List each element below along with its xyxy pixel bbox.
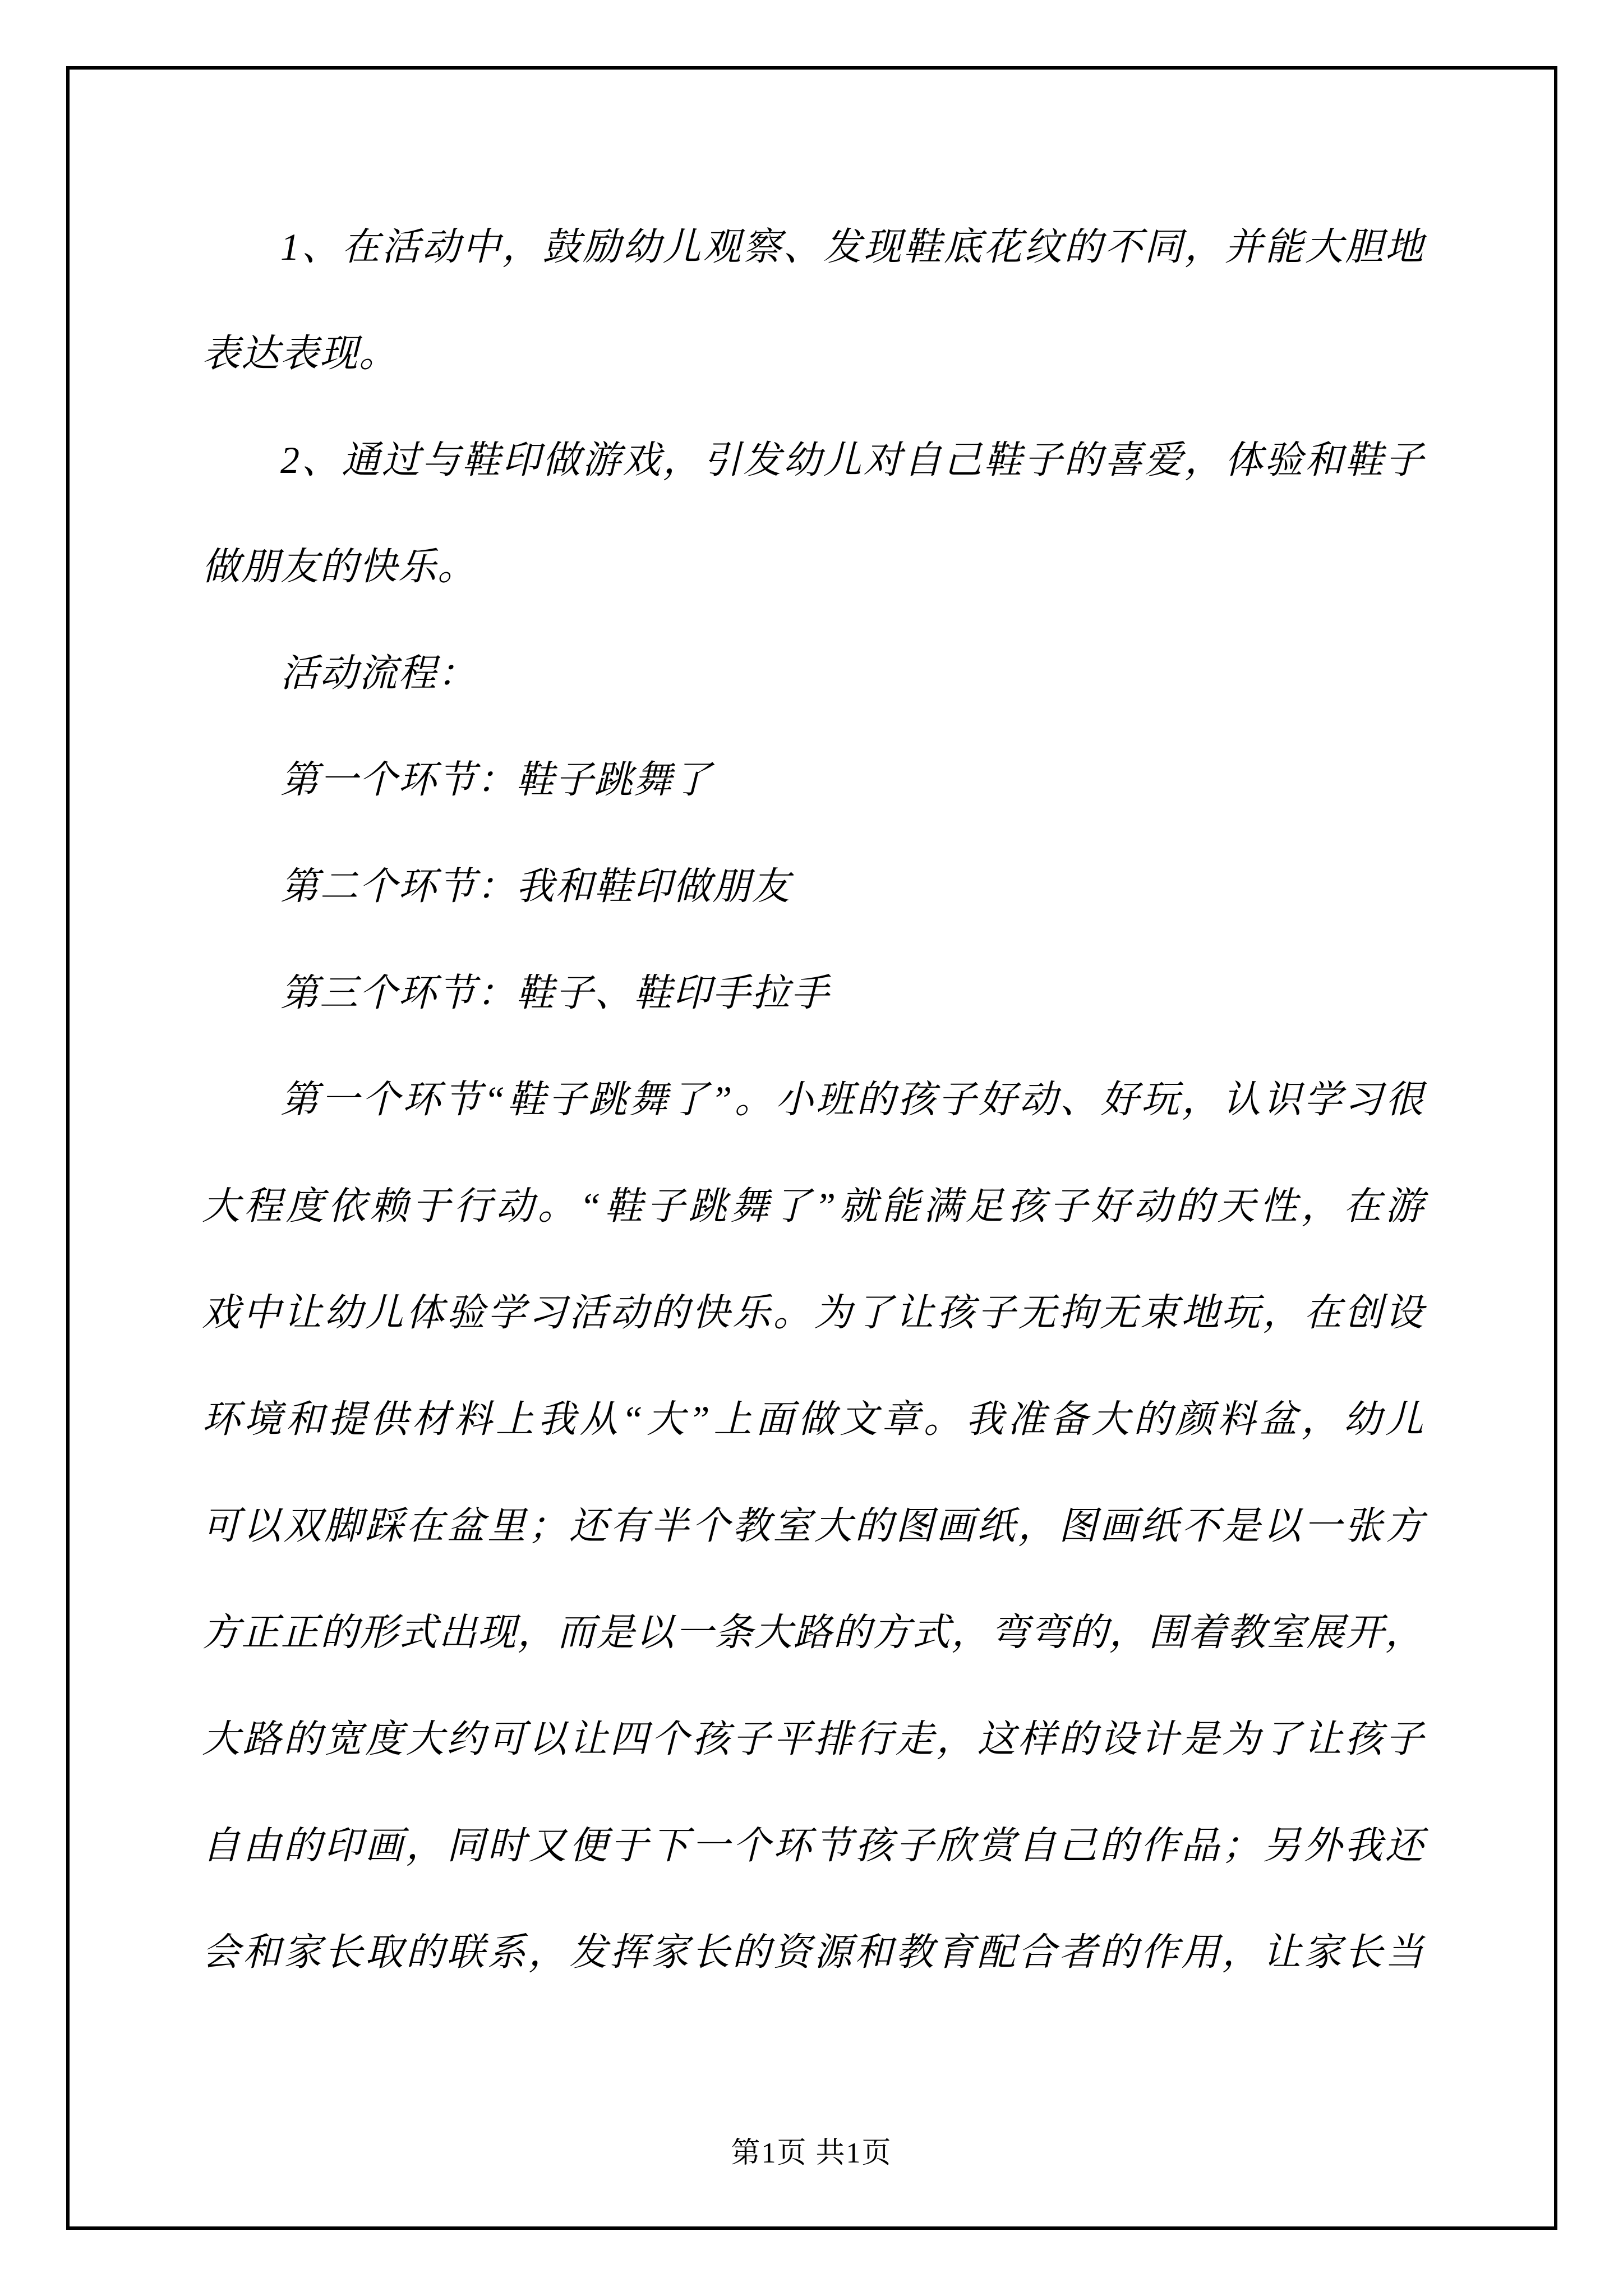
text-line: 做朋友的快乐。	[202, 545, 477, 588]
text-line: 可以双脚踩在盆里；还有半个教室大的图画纸，图画纸不是以一张方	[202, 1504, 1424, 1547]
document-body	[202, 194, 1424, 2005]
text-line: 2、通过与鞋印做游戏，引发幼儿对自己鞋子的喜爱，体验和鞋子	[280, 439, 1424, 481]
text-line: 第一个环节：鞋子跳舞了	[280, 758, 713, 801]
text-line: 第二个环节：我和鞋印做朋友	[280, 865, 791, 908]
text-line: 会和家长取的联系，发挥家长的资源和教育配合者的作用，让家长当	[202, 1931, 1424, 1973]
text-line: 大程度依赖于行动。“鞋子跳舞了”就能满足孩子好动的天性，在游	[202, 1185, 1424, 1227]
text-line: 戏中让幼儿体验学习活动的快乐。为了让孩子无拘无束地玩，在创设	[202, 1291, 1424, 1334]
text-line: 第三个环节：鞋子、鞋印手拉手	[280, 972, 831, 1014]
text-line: 自由的印画，同时又便于下一个环节孩子欣赏自己的作品；另外我还	[202, 1824, 1424, 1867]
page-number-text: 第1页 共1页	[731, 2137, 892, 2169]
page-footer	[0, 2129, 1623, 2171]
text-line: 环境和提供材料上我从“大”上面做文章。我准备大的颜料盆，幼儿	[202, 1398, 1424, 1441]
text-line: 方正正的形式出现，而是以一条大路的方式，弯弯的，围着教室展开，	[202, 1611, 1424, 1654]
text-line: 1、在活动中，鼓励幼儿观察、发现鞋底花纹的不同，并能大胆地	[280, 226, 1424, 268]
text-line: 第一个环节“鞋子跳舞了”。小班的孩子好动、好玩，认识学习很	[280, 1078, 1424, 1121]
text-line: 活动流程：	[280, 652, 477, 694]
text-line: 表达表现。	[202, 332, 399, 375]
text-line: 大路的宽度大约可以让四个孩子平排行走，这样的设计是为了让孩子	[202, 1718, 1424, 1760]
